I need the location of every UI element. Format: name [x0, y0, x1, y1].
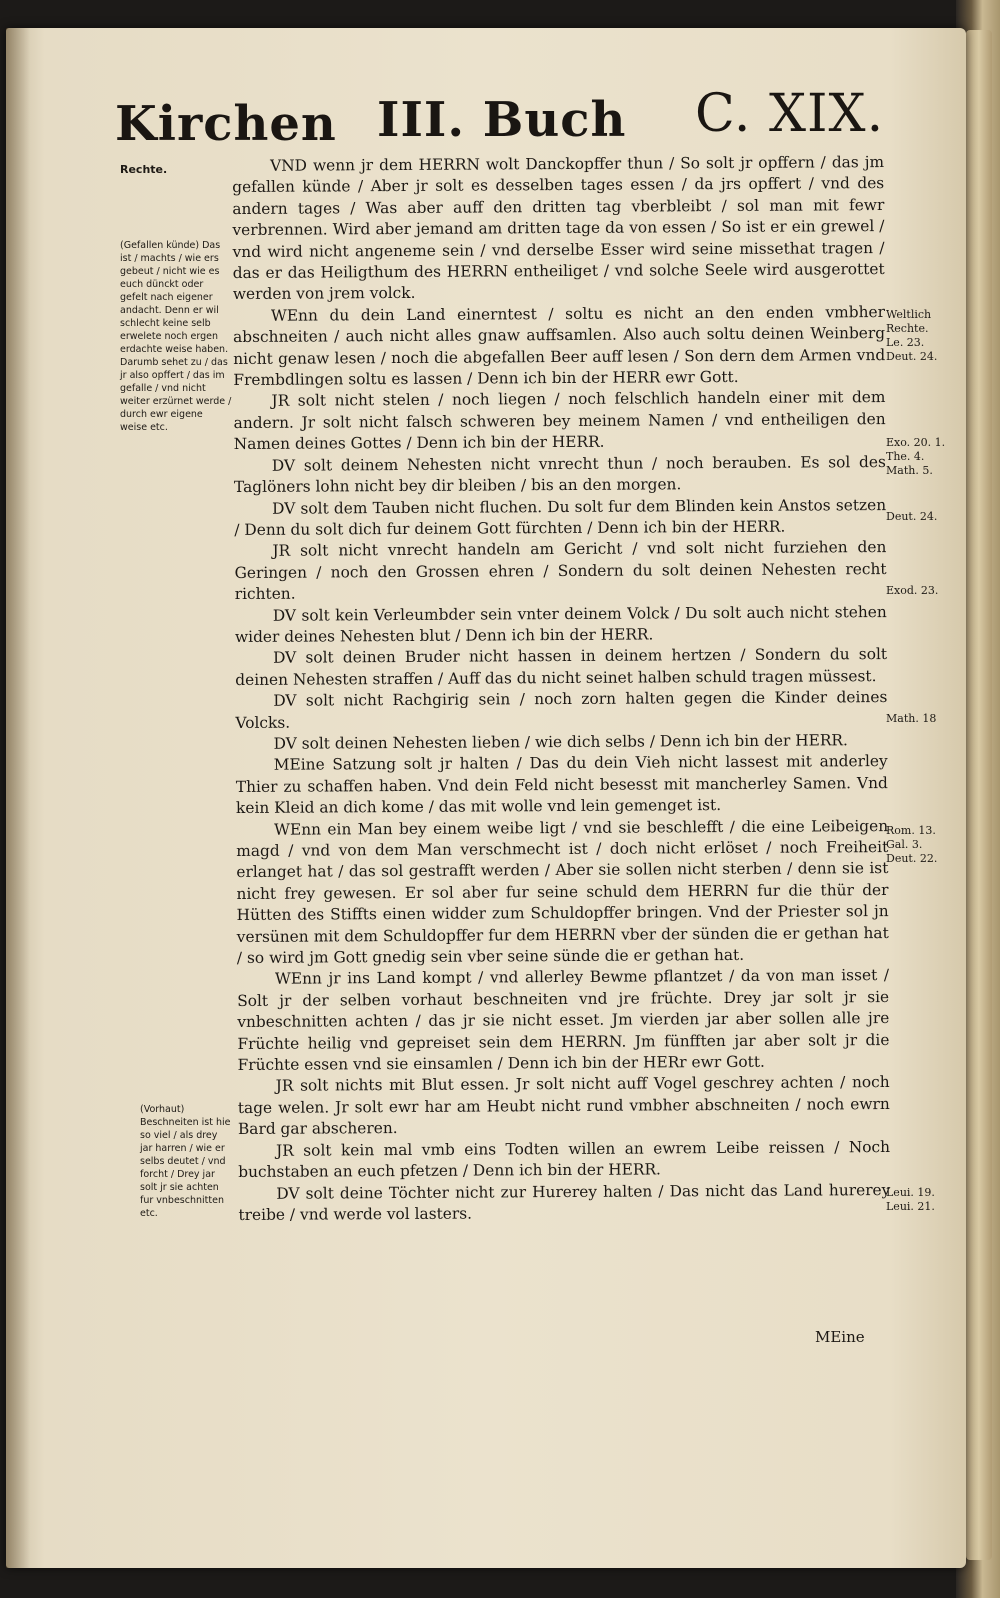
header-book: III. Buch [377, 92, 627, 148]
margin-note-rechte: Rechte. [120, 163, 168, 176]
margin-ref: Weltlich Rechte. Le. 23. Deut. 24. [886, 308, 938, 363]
margin-ref: Exod. 23. [886, 584, 939, 597]
paragraph: DV solt nicht Rachgirig sein / noch zorn halten gegen die Kinder deines Volcks. [235, 688, 888, 732]
catchword: MEine [815, 1328, 865, 1346]
paragraph: JR solt nichts mit Blut essen. Jr solt nicht auff Vogel geschrey achten / noch tage welen. Jr solt ewr har am Heubt nicht rund vmbher abschneiten / noch ewrn Bard gar abscheren. [237, 1073, 890, 1139]
header-left: Kirchen [115, 96, 337, 152]
header-folio: C. XIX. [695, 84, 885, 144]
paragraph: WEnn ein Man bey einem weibe ligt / vnd sie beschlefft / die eine Leibeigen magd / vnd von dem Man verschmecht ist / doch nicht erlöset / noch Freiheit erlanget hat / das sol gestrafft werden / Aber sie sollen nicht sterben / denn sie ist nicht frey gewesen. Er sol aber fur seine schuld dem HERRN fur die thür der Hütten des Stiffts einen widder zum Schuldopffer bringen. Vnd der Priester sol jn versünen mit dem Schuldopffer fur dem HERRN vber der sünden die er gethan hat / so wird jm Gott gnedig sein vber seine sünde die er gethan hat. [236, 816, 889, 968]
running-header [115, 84, 885, 162]
margin-ref: Math. 18 [886, 712, 937, 725]
paragraph: WEnn du dein Land einerntest / soltu es nicht an den enden vmbher abschneiten / auch nicht alles gnaw auffsamlen. Also auch soltu deinen Weinberg nicht genaw lesen / noch die abgefallen Beer auff lesen / Son dern dem Armen vnd Frembdlingen soltu es lassen / Denn ich bin der HERR ewr Gott. [233, 302, 886, 390]
gutter-shadow [6, 28, 30, 1568]
paragraph: VND wenn jr dem HERRN wolt Danckopffer thun / So solt jr opffern / das jm gefallen künde / Aber jr solt es desselben tages essen / da jrs opffert / vnd des andern tages / Was aber auff den dritten tag vberbleibt / sol man mit fewr verbrennen. Wird aber jemand am dritten tage da von essen / So ist er ein grewel / vnd wird nicht angeneme sein / vnd derselbe Esser wird seine missethat tragen / das er das Heiligthum des HERRN entheiliget / vnd solche Seele wird ausgerottet werden von jrem volck. [232, 153, 885, 304]
margin-ref: Deut. 24. [886, 510, 938, 523]
paragraph: JR solt kein mal vmb eins Todten willen an ewrem Leibe reissen / Noch buchstaben an euch pfetzen / Denn ich bin der HERR. [238, 1137, 891, 1182]
paragraph: DV solt dem Tauben nicht fluchen. Du solt fur dem Blinden kein Anstos setzen / Denn du solt dich fur deinem Gott fürchten / Denn ich bin der HERR. [234, 495, 887, 539]
paragraph: WEnn jr ins Land kompt / vnd allerley Bewme pflantzet / da von man isset / Solt jr der selben vorhaut beschneiten vnd jre früchte. Drey jar solt jr sie vnbeschnitten achten / das jr sie nicht esset. Jm vierden jar aber sollen alle jre Früchte heilig vnd gepreiset sein dem HERRN. Jm fünfften jar aber solt jr die Früchte essen vnd sie einsamlen / Denn ich bin der HERr ewr Gott. [237, 966, 890, 1075]
next-page-edge [966, 30, 992, 1560]
margin-ref: Leui. 19. Leui. 21. [886, 1186, 935, 1213]
paragraph: JR solt nicht stelen / noch liegen / noch felschlich handeln einer mit dem andern. Jr solt nicht falsch schweren bey meinem Namen / vnd entheiligen den Namen deines Gottes / Denn ich bin der HERR. [233, 388, 886, 454]
paragraph: JR solt nicht vnrecht handeln am Gericht / vnd solt nicht furziehen den Geringen / noch den Grossen ehren / Sondern du solt deinen Nehesten recht richten. [234, 538, 887, 604]
paragraph: DV solt deinen Nehesten lieben / wie dich selbs / Denn ich bin der HERR. [273, 731, 848, 753]
paragraph: DV solt deine Töchter nicht zur Hurerey halten / Das nicht das Land hurerey treibe / vnd werde vol lasters. [238, 1180, 891, 1224]
margin-note-gefallen: (Gefallen künde) Das ist / machts / wie ers gebeut / nicht wie es euch dünckt oder gefelt nach eigener andacht. Denn er wil schlecht keine selb erwelete noch ergen erdachte weise haben. Darumb sehet zu / das jr also opffert / das im gefalle / vnd nicht weiter erzürnet werde / durch ewr eigene weise etc. [120, 240, 232, 433]
margin-ref: Rom. 13. Gal. 3. Deut. 22. [886, 824, 938, 865]
paragraph: DV solt deinen Bruder nicht hassen in deinem hertzen / Sondern du solt deinen Nehesten straffen / Auff das du nicht seinet halben schuld tragen müssest. [235, 645, 888, 689]
margin-ref: Exo. 20. 1. The. 4. Math. 5. [886, 436, 946, 477]
main-text-column [232, 152, 891, 1226]
paragraph: DV solt kein Verleumbder sein vnter deinem Volck / Du solt auch nicht stehen wider deines Nehesten blut / Denn ich bin der HERR. [234, 602, 887, 646]
paragraph: DV solt deinem Nehesten nicht vnrecht thun / noch berauben. Es sol des Taglöners lohn nicht bey dir bleiben / bis an den morgen. [233, 452, 886, 497]
paragraph: MEine Satzung solt jr halten / Das du dein Vieh nicht lassest mit anderley Thier zu schaffen haben. Vnd dein Feld nicht besesst mit mancherley Samen. Vnd kein Kleid an dich kome / das mit wolle vnd lein gemenget ist. [235, 752, 888, 818]
margin-note-vorhaut: (Vorhaut) Beschneiten ist hie so viel / als drey jar harren / wie er selbs deutet / vnd forcht / Drey jar solt jr sie achten fur vnbeschnitten etc. [140, 1104, 231, 1219]
